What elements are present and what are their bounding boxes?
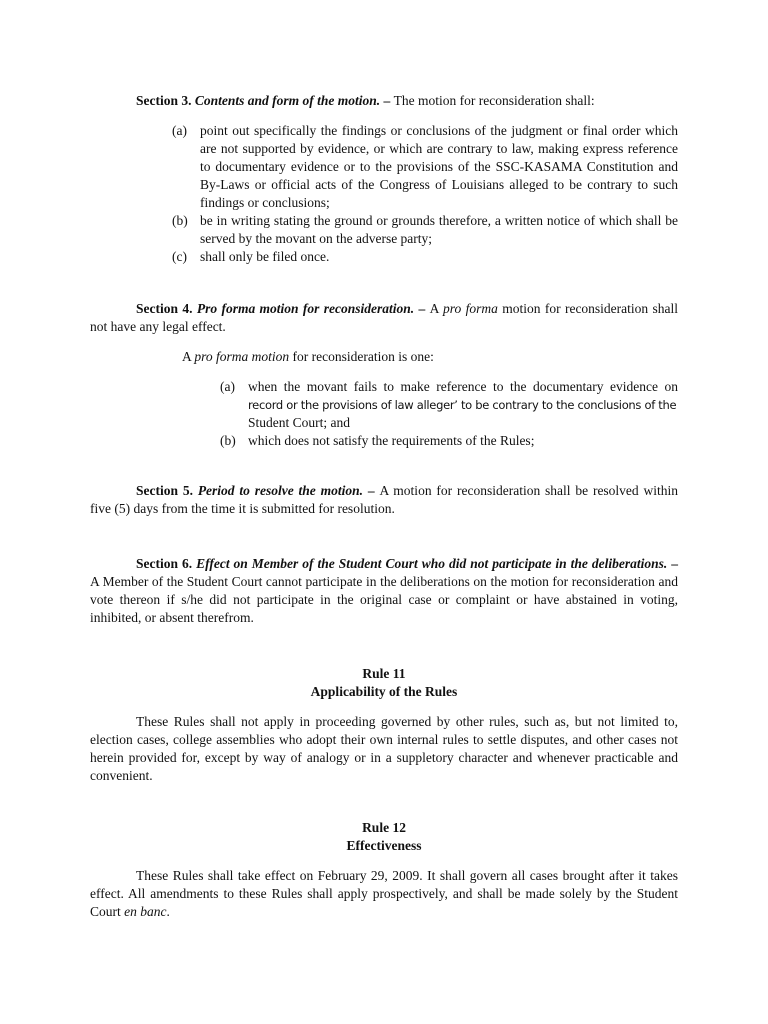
item-label: (a) bbox=[220, 379, 235, 394]
section-6-text: A Member of the Student Court cannot participate in the deliberations on the motion for reconsideration and vote thereon if s/he did not participate in the original case or complaint or have abstained in voting, inhibited, or absent therefrom. bbox=[90, 574, 678, 625]
section-4-italic: pro forma bbox=[443, 301, 498, 316]
section-5-label: Section 5. bbox=[136, 483, 193, 498]
section-4-title: Pro forma motion for reconsideration. bbox=[196, 301, 415, 316]
section-6 bbox=[90, 555, 678, 627]
rule-12-end: . bbox=[166, 904, 170, 919]
section-4 bbox=[90, 300, 678, 450]
section-3-lead: The motion for reconsideration shall: bbox=[393, 93, 595, 108]
rule-11 bbox=[90, 665, 678, 785]
rule-11-text: These Rules shall not apply in proceeding governed by other rules, such as, but not limited to, election cases, college assemblies who adopt their own internal rules to settle disputes, and other cases not herein provided for, except by way of analogy or in a suppletory character and whenever practicable and convenient. bbox=[90, 714, 678, 783]
section-3-item-c bbox=[172, 248, 678, 266]
section-4-dash: – bbox=[414, 301, 430, 316]
section-4-list bbox=[220, 378, 678, 450]
section-4-text: A bbox=[429, 301, 444, 316]
section-3 bbox=[90, 92, 678, 266]
section-5-title: Period to resolve the motion. bbox=[197, 483, 364, 498]
item-line-2: record or the provisions of law alleger’ to be contrary to the conclusions of the bbox=[248, 398, 677, 412]
item-line-3: Student Court; and bbox=[248, 415, 350, 430]
section-3-item-a bbox=[172, 122, 678, 212]
section-4-label: Section 4. bbox=[136, 301, 193, 316]
item-line-1: when the movant fails to make reference to the documentary evidence on bbox=[248, 379, 678, 394]
rule-12-number: Rule 12 bbox=[362, 820, 406, 835]
section-4-paragraph bbox=[90, 300, 678, 336]
section-5-dash: – bbox=[363, 483, 380, 498]
section-3-title: Contents and form of the motion. bbox=[194, 93, 381, 108]
section-3-list bbox=[172, 122, 678, 266]
item-label: (a) bbox=[172, 123, 187, 138]
item-label: (b) bbox=[220, 433, 236, 448]
section-4-text-rest: motion for reconsideration shall not have any legal effect. bbox=[90, 301, 679, 334]
item-text: point out specifically the findings or conclusions of the judgment or final order which are not supported by evidence, or which are contrary to law, making express reference to documentary evidence or to the provisions of the SSC-KASAMA Constitution and By-Laws or official acts of the Congress of Louisians alleged to be contrary to such findings or conclusions; bbox=[200, 123, 678, 210]
rule-11-title: Applicability of the Rules bbox=[310, 684, 458, 699]
item-text: shall only be filed once. bbox=[200, 249, 330, 264]
section-4-item-a bbox=[220, 378, 678, 432]
section-4-subparagraph bbox=[182, 348, 678, 366]
section-5-text: A motion for reconsideration shall be resolved within five (5) days from the time it is submitted for resolution. bbox=[90, 483, 679, 516]
sub-text: A bbox=[182, 349, 195, 364]
section-5-paragraph bbox=[90, 482, 678, 518]
rule-12-text: These Rules shall take effect on February 29, 2009. It shall govern all cases brought after it takes effect. All amendments to these Rules shall apply prospectively, and shall be made solely by the Student Court bbox=[90, 868, 678, 919]
rule-12-paragraph bbox=[90, 867, 678, 921]
section-6-title: Effect on Member of the Student Court who did not participate in the deliberations. bbox=[196, 556, 668, 571]
item-text: be in writing stating the ground or grounds therefore, a written notice of which shall be served by the movant on the adverse party; bbox=[200, 213, 678, 246]
item-text: which does not satisfy the requirements of the Rules; bbox=[248, 433, 535, 448]
section-3-label: Section 3. bbox=[136, 93, 192, 108]
sub-italic: pro forma motion bbox=[194, 349, 290, 364]
sub-text-rest: for reconsideration is one: bbox=[289, 349, 434, 364]
rule-12 bbox=[90, 819, 678, 921]
section-4-item-b bbox=[220, 432, 678, 450]
rule-12-title: Effectiveness bbox=[346, 838, 422, 853]
item-label: (c) bbox=[172, 249, 187, 264]
section-3-dash: – bbox=[380, 93, 394, 108]
section-6-label: Section 6. bbox=[136, 556, 193, 571]
section-6-dash: – bbox=[667, 556, 679, 571]
rule-12-italic: en banc bbox=[124, 904, 167, 919]
item-label: (b) bbox=[172, 213, 188, 228]
section-3-heading bbox=[90, 92, 678, 110]
rule-11-number: Rule 11 bbox=[362, 666, 406, 681]
section-5 bbox=[90, 482, 678, 518]
section-6-paragraph bbox=[90, 555, 678, 627]
section-3-item-b bbox=[172, 212, 678, 248]
